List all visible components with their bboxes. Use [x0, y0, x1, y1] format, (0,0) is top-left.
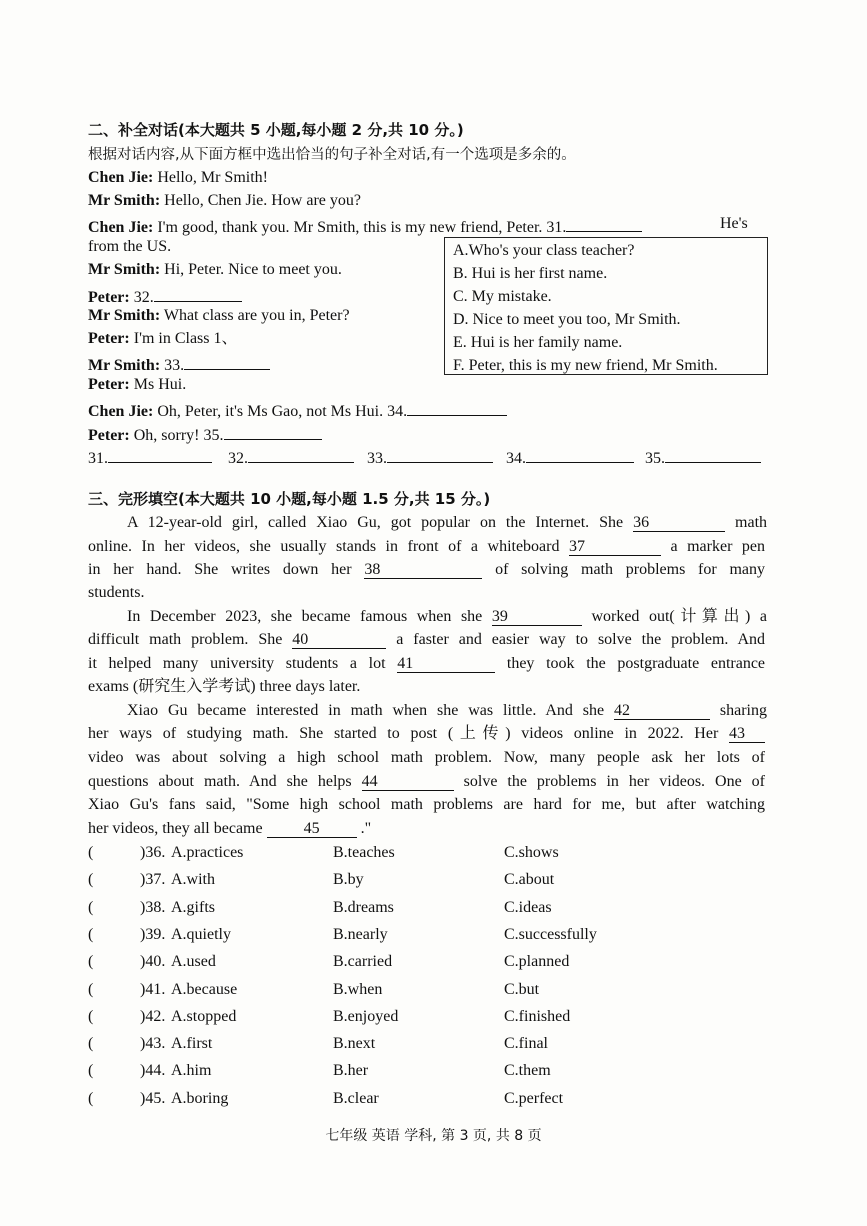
passage-text: Xiao Gu became interested in math when she was little. And she: [127, 702, 605, 719]
choice-c[interactable]: C.shows: [504, 844, 559, 861]
choice-a[interactable]: A.gifts: [171, 898, 215, 916]
choice-c[interactable]: C.ideas: [504, 898, 552, 916]
section2-instruction: 根据对话内容,从下面方框中选出恰当的句子补全对话,有一个选项是多余的。: [88, 147, 576, 163]
option-a: A.Who's your class teacher?: [453, 242, 635, 259]
passage-text: her videos, they all became: [88, 820, 263, 837]
dialogue-line: [88, 398, 507, 422]
cloze-blank-36[interactable]: 36: [633, 514, 725, 532]
passage-line: [88, 583, 144, 603]
choice-b[interactable]: B.by: [333, 871, 364, 889]
answer-slot-32[interactable]: [228, 445, 354, 469]
option-e: E. Hui is her family name.: [453, 334, 623, 351]
dialogue-text: 32.: [129, 289, 154, 306]
question-number: )38.: [140, 898, 166, 916]
passage-text: it helped many university students a lot: [88, 655, 386, 672]
passage-text: solve the problems in her videos. One of: [463, 773, 766, 790]
section2-title: 二、补全对话(本大题共 5 小题,每小题 2 分,共 10 分。): [88, 121, 464, 139]
passage-text: they took the postgraduate entrance: [506, 655, 766, 672]
passage-text: sharing: [719, 702, 767, 719]
speaker: Peter:: [88, 427, 130, 444]
answer-blank-34[interactable]: [407, 398, 507, 416]
question-number: )44.: [140, 1062, 166, 1080]
choice-b[interactable]: B.nearly: [333, 925, 388, 943]
passage-line: [127, 513, 767, 533]
dialogue-text: Hi, Peter. Nice to meet you.: [160, 261, 342, 278]
speaker: Mr Smith:: [88, 307, 161, 324]
passage-line: [88, 819, 371, 839]
dialogue-text: He's: [720, 215, 748, 232]
dialogue-line: [88, 329, 238, 349]
passage-text: online. In her videos, she usually stands in front of a whiteboard: [88, 538, 560, 555]
choice-a[interactable]: A.boring: [171, 1089, 229, 1107]
passage-text: difficult math problem. She: [88, 631, 283, 648]
choice-a[interactable]: A.him: [171, 1062, 212, 1080]
passage-text: video was about solving a high school math problem. Now, many people ask her lots of: [88, 749, 765, 766]
dialogue-text: Ms Hui.: [129, 376, 187, 393]
passage-text: students.: [88, 584, 145, 601]
passage-text: exams (研究生入学考试) three days later.: [88, 678, 361, 695]
passage-text: a marker pen: [670, 538, 766, 555]
dialogue-line: [88, 375, 186, 395]
choice-b[interactable]: B.teaches: [333, 844, 395, 861]
answer-paren[interactable]: (: [88, 871, 94, 889]
speaker: Peter:: [88, 330, 130, 347]
choice-a[interactable]: A.used: [171, 953, 216, 971]
choice-c[interactable]: C.about: [504, 871, 555, 889]
answer-blank-33[interactable]: [184, 352, 270, 370]
dialogue-text: Oh, sorry! 35.: [129, 427, 224, 444]
section3-title: 三、完形填空(本大题共 10 小题,每小题 1.5 分,共 15 分。): [88, 490, 491, 508]
answer-line[interactable]: [526, 445, 634, 463]
question-number: )42.: [140, 1007, 166, 1025]
answer-num: 32.: [228, 450, 248, 467]
cloze-blank-38[interactable]: 38: [364, 561, 482, 579]
choice-a[interactable]: A.stopped: [171, 1007, 237, 1025]
speaker: Chen Jie:: [88, 169, 154, 186]
question-number: )45.: [140, 1089, 166, 1107]
dialogue-text: Oh, Peter, it's Ms Gao, not Ms Hui. 34.: [153, 403, 408, 420]
question-number: )43.: [140, 1035, 166, 1053]
dialogue-line: [88, 168, 268, 188]
speaker: Mr Smith:: [88, 357, 161, 374]
dialogue-text: Hello, Mr Smith!: [153, 169, 268, 186]
passage-text: In December 2023, she became famous when she: [127, 608, 483, 625]
speaker: Mr Smith:: [88, 261, 161, 278]
option-d: D. Nice to meet you too, Mr Smith.: [453, 311, 681, 328]
answer-line[interactable]: [108, 445, 212, 463]
answer-paren[interactable]: (: [88, 1007, 94, 1025]
answer-slot-31[interactable]: [88, 445, 212, 469]
answer-paren[interactable]: (: [88, 953, 94, 971]
cloze-blank-39[interactable]: 39: [492, 608, 582, 626]
dialogue-text: I'm in Class 1、: [129, 330, 238, 347]
answer-blank-32[interactable]: [154, 284, 242, 302]
answer-slot-35[interactable]: [645, 445, 761, 469]
answer-slot-33[interactable]: [367, 445, 493, 469]
answer-slot-34[interactable]: [506, 445, 634, 469]
passage-text: in her hand. She writes down her: [88, 561, 352, 578]
passage-text: A 12-year-old girl, called Xiao Gu, got popular on the Internet. She: [127, 514, 624, 531]
question-number: )40.: [140, 953, 166, 971]
answer-blank-31[interactable]: [566, 214, 642, 232]
passage-line: [127, 607, 767, 627]
answer-line[interactable]: [248, 445, 354, 463]
passage-line: [88, 537, 765, 557]
answer-paren[interactable]: (: [88, 1035, 94, 1053]
speaker: Peter:: [88, 376, 130, 393]
page-footer: 七年级 英语 学科, 第 3 页, 共 8 页: [325, 1128, 542, 1144]
passage-text: her ways of studying math. She started to post (上传) videos online in 2022. Her: [88, 725, 719, 742]
answer-num: 34.: [506, 450, 526, 467]
cloze-blank-37[interactable]: 37: [569, 538, 661, 556]
question-number: )39.: [140, 925, 166, 943]
answer-paren[interactable]: (: [88, 925, 94, 943]
answer-line[interactable]: [665, 445, 761, 463]
speaker: Mr Smith:: [88, 192, 161, 209]
dialogue-text: from the US.: [88, 238, 172, 255]
passage-text: math: [735, 514, 768, 531]
passage-text: .": [360, 820, 372, 837]
passage-line: [88, 630, 765, 650]
cloze-blank-41[interactable]: 41: [397, 655, 495, 673]
answer-blank-35[interactable]: [224, 422, 322, 440]
speaker: Chen Jie:: [88, 403, 154, 420]
passage-text: of solving math problems for many: [495, 561, 765, 578]
choice-c[interactable]: C.final: [504, 1035, 548, 1053]
cloze-blank-45[interactable]: 45: [267, 820, 357, 838]
choice-a[interactable]: A.first: [171, 1035, 213, 1053]
choice-a[interactable]: A.practices: [171, 844, 244, 861]
passage-line: [88, 560, 765, 580]
choice-a[interactable]: A.quietly: [171, 925, 231, 943]
answer-paren[interactable]: (: [88, 980, 94, 998]
cloze-blank-43[interactable]: 43: [729, 725, 765, 743]
answer-line[interactable]: [387, 445, 493, 463]
choice-b[interactable]: B.dreams: [333, 898, 394, 916]
dialogue-line: [88, 191, 361, 211]
option-f: F. Peter, this is my new friend, Mr Smith.: [453, 357, 718, 374]
question-number: )41.: [140, 980, 166, 998]
dialogue-line: [88, 284, 242, 308]
choice-c[interactable]: C.them: [504, 1062, 551, 1080]
passage-text: Xiao Gu's fans said, "Some high school math problems are hard for me, but after watching: [88, 796, 765, 813]
dialogue-text: Hello, Chen Jie. How are you?: [160, 192, 361, 209]
question-number: )36.: [140, 844, 166, 861]
choice-a[interactable]: A.with: [171, 871, 215, 889]
cloze-blank-44[interactable]: 44: [362, 773, 454, 791]
dialogue-text: I'm good, thank you. Mr Smith, this is my new friend, Peter. 31.: [153, 219, 567, 236]
answer-paren[interactable]: (: [88, 898, 94, 916]
choice-b[interactable]: B.her: [333, 1062, 369, 1080]
answer-num: 31.: [88, 450, 108, 467]
choice-c[interactable]: C.finished: [504, 1007, 571, 1025]
choice-c[interactable]: C.successfully: [504, 925, 597, 943]
answer-num: 35.: [645, 450, 665, 467]
passage-line: [88, 748, 765, 768]
options-box: [444, 237, 768, 375]
choice-b[interactable]: B.carried: [333, 953, 393, 971]
dialogue-text: What class are you in, Peter?: [160, 307, 350, 324]
dialogue-line: [88, 352, 270, 376]
choice-b[interactable]: B.enjoyed: [333, 1007, 399, 1025]
speaker: Chen Jie:: [88, 219, 154, 236]
answer-paren[interactable]: (: [88, 1089, 94, 1107]
speaker: Peter:: [88, 289, 130, 306]
dialogue-text: 33.: [160, 357, 185, 374]
passage-text: a faster and easier way to solve the problem. And: [396, 631, 766, 648]
choice-a[interactable]: A.because: [171, 980, 238, 998]
choice-b[interactable]: B.next: [333, 1035, 376, 1053]
option-b: B. Hui is her first name.: [453, 265, 608, 282]
passage-line: [88, 772, 765, 792]
answer-paren[interactable]: (: [88, 844, 94, 861]
passage-line: [88, 795, 765, 815]
dialogue-line: [88, 214, 642, 238]
question-number: )37.: [140, 871, 166, 889]
cloze-blank-42[interactable]: 42: [614, 702, 710, 720]
passage-line: [127, 701, 767, 721]
passage-line: [88, 677, 360, 697]
passage-line: [88, 724, 765, 744]
choice-c[interactable]: C.planned: [504, 953, 570, 971]
passage-text: worked out(计算出) a: [591, 608, 768, 625]
choice-c[interactable]: C.but: [504, 980, 540, 998]
dialogue-line: [88, 260, 342, 280]
choice-b[interactable]: B.clear: [333, 1089, 379, 1107]
passage-text: questions about math. And she helps: [88, 773, 352, 790]
choice-c[interactable]: C.perfect: [504, 1089, 564, 1107]
answer-num: 33.: [367, 450, 387, 467]
passage-line: [88, 654, 765, 674]
dialogue-line: [88, 306, 350, 326]
cloze-blank-40[interactable]: 40: [292, 631, 386, 649]
answer-paren[interactable]: (: [88, 1062, 94, 1080]
option-c: C. My mistake.: [453, 288, 552, 305]
dialogue-line: [88, 422, 322, 446]
choice-b[interactable]: B.when: [333, 980, 383, 998]
